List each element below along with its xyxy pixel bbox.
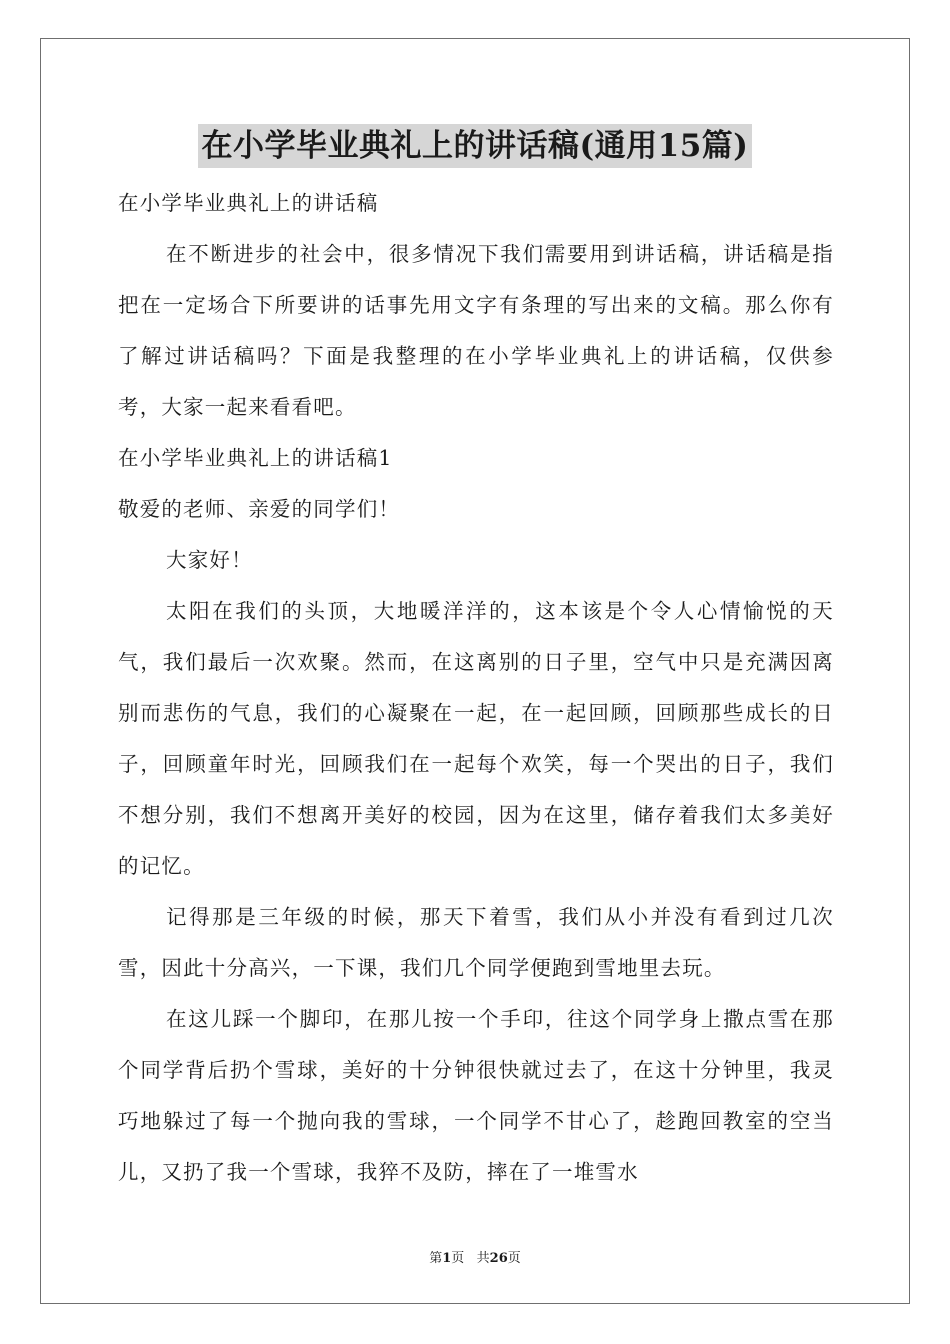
title-container [0,124,950,168]
page-total: 26 [489,1251,508,1266]
paragraph: 在不断进步的社会中，很多情况下我们需要用到讲话稿，讲话稿是指把在一定场合下所要讲的话事先用文字有条理的写出来的文稿。那么你有了解过讲话稿吗？下面是我整理的在小学毕业典礼上的讲话稿，仅供参考，大家一起来看看吧。 [118,242,834,419]
page-current: 1 [442,1251,452,1266]
paragraph: 敬爱的老师、亲爱的同学们！ [118,497,401,521]
page-suffix: 页 [507,1251,521,1266]
paragraph: 太阳在我们的头顶，大地暖洋洋的，这本该是个令人心情愉悦的天气，我们最后一次欢聚。然而，在这离别的日子里，空气中只是充满因离别而悲伤的气息，我们的心凝聚在一起，在一起回顾，回顾那些成长的日子，回顾童年时光，回顾我们在一起每个欢笑，每一个哭出的日子，我们不想分别，我们不想离开美好的校园，因为在这里，储存着我们太多美好的记忆。 [118,599,834,878]
paragraph: 记得那是三年级的时候，那天下着雪，我们从小并没有看到过几次雪，因此十分高兴，一下课，我们几个同学便跑到雪地里去玩。 [118,905,834,980]
page-mid: 页 共 [451,1251,490,1266]
paragraph: 大家好！ [166,548,253,572]
page-prefix: 第 [429,1251,443,1266]
paragraph: 在小学毕业典礼上的讲话稿1 [118,446,393,470]
document-title: 在小学毕业典礼上的讲话稿(通用15篇) [198,124,753,168]
paragraph: 在这儿踩一个脚印，在那儿按一个手印，往这个同学身上撒点雪在那个同学背后扔个雪球，美好的十分钟很快就过去了，在这十分钟里，我灵巧地躲过了每一个抛向我的雪球，一个同学不甘心了，趁跑回教室的空当儿，又扔了我一个雪球，我猝不及防，摔在了一堆雪水 [118,1007,834,1184]
page-footer [0,1247,950,1266]
paragraph: 在小学毕业典礼上的讲话稿 [118,191,379,215]
document-body [118,178,834,1198]
